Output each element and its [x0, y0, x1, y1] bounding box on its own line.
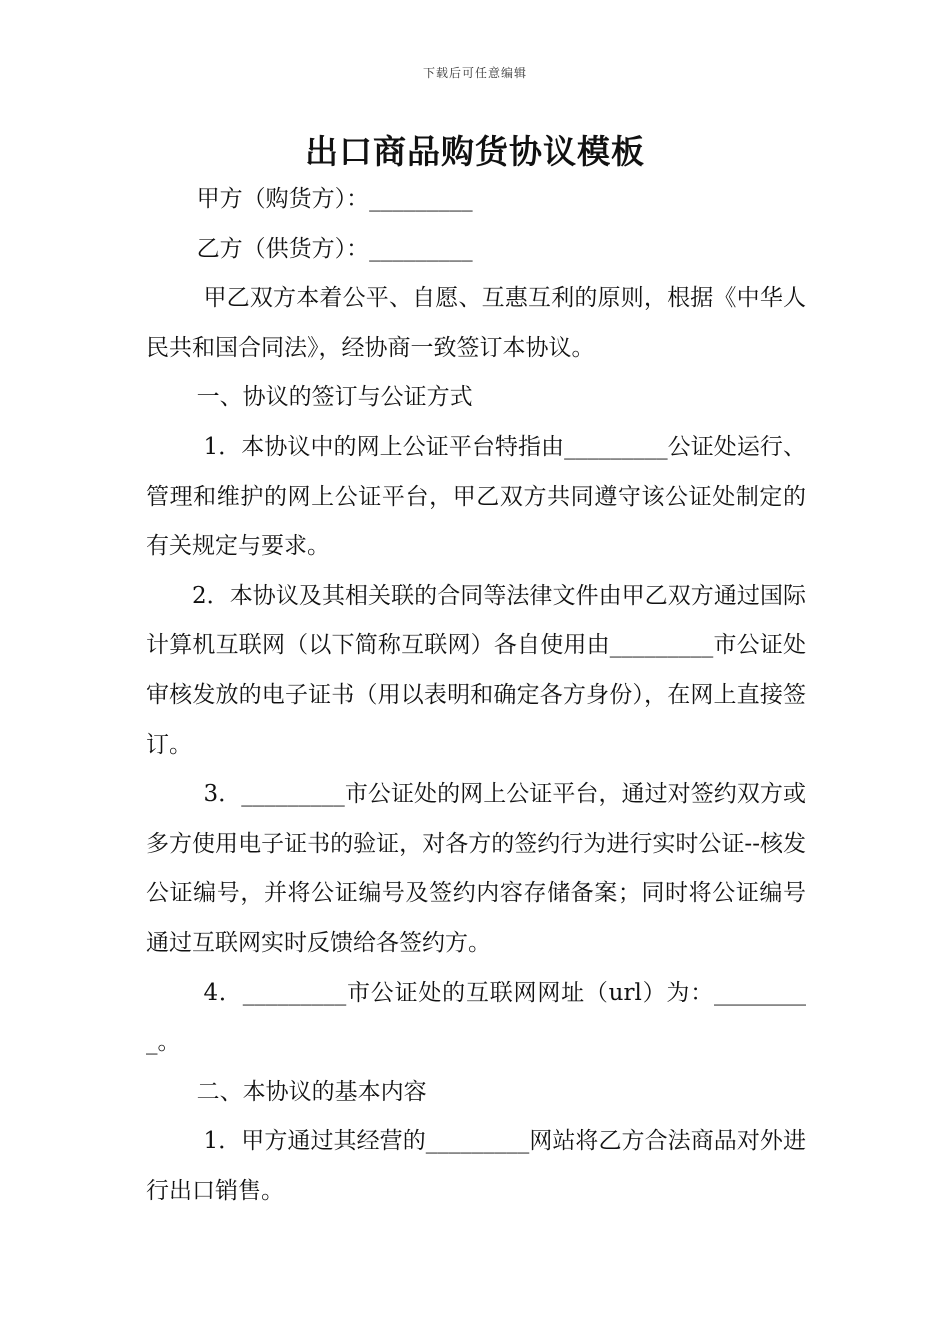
section-1-heading: 一、协议的签订与公证方式 — [196, 384, 473, 411]
section-1-item-3: 3．_________市公证处的网上公证平台，通过对签约双方或多方使用电子证书的验证，对各方的签约行为进行实时公证--核发公证编号，并将公证编号及签约内容存储备案；同时将公证编号通过互联网实时反馈给各签约方。 — [146, 781, 806, 956]
party-b-line: 乙方（供货方）：_________ — [196, 235, 473, 262]
section-1-item-2: 2．本协议及其相关联的合同等法律文件由甲乙双方通过国际计算机互联网（以下简称互联网）各自使用由_________市公证处审核发放的电子证书（用以表明和确定各方身份），在网上直接签订。 — [146, 582, 806, 758]
section-1-item-4: 4．_________市公证处的互联网网址（url）为：_________。 — [146, 979, 806, 1056]
document-body — [146, 175, 806, 1216]
section-1-item-1: 1．本协议中的网上公证平台特指由_________公证处运行、管理和维护的网上公证平台，甲乙双方共同遵守该公证处制定的有关规定与要求。 — [146, 433, 806, 560]
intro-paragraph: 甲乙双方本着公平、自愿、互惠互利的原则，根据《中华人民共和国合同法》，经协商一致签订本协议。 — [146, 285, 806, 361]
header-note: 下载后可任意编辑 — [422, 66, 527, 80]
party-a-line: 甲方（购货方）：_________ — [196, 186, 473, 212]
document-title: 出口商品购货协议模板 — [305, 132, 645, 171]
section-2-item-1: 1．甲方通过其经营的_________网站将乙方合法商品对外进行出口销售。 — [146, 1128, 806, 1204]
section-2-heading: 二、本协议的基本内容 — [196, 1078, 427, 1105]
